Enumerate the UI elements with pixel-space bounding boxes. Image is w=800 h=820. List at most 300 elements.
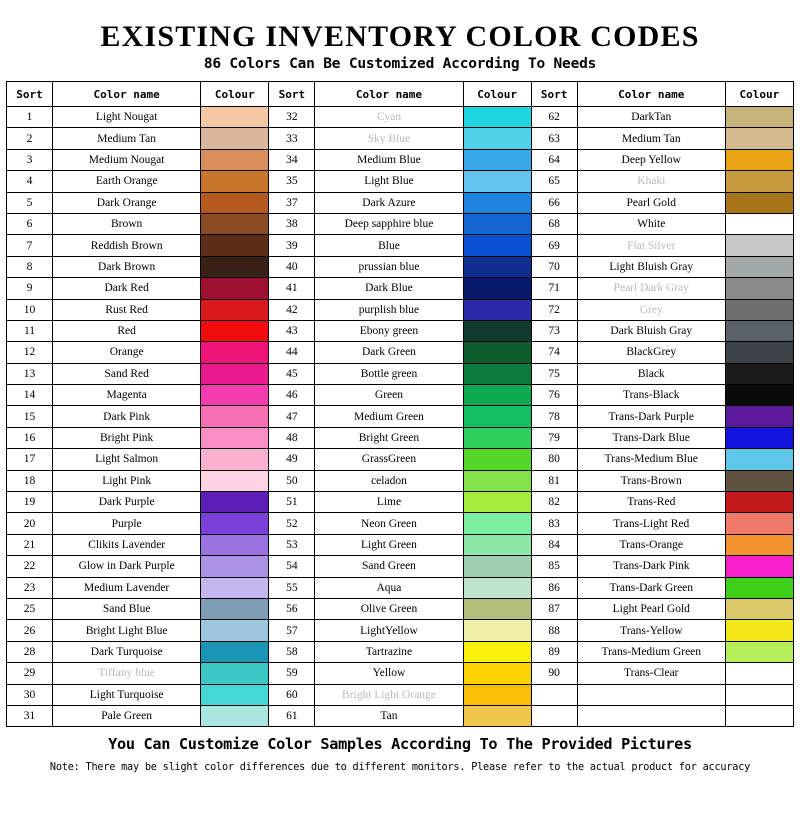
cell-color-name: celadon <box>315 470 463 491</box>
cell-sort: 43 <box>269 320 315 341</box>
cell-sort <box>531 705 577 726</box>
cell-sort: 22 <box>7 556 53 577</box>
cell-color-name: Bright Green <box>315 427 463 448</box>
cell-sort: 74 <box>531 342 577 363</box>
column-header-colour-3: Colour <box>725 82 793 107</box>
cell-color-swatch <box>201 363 269 384</box>
cell-color-name: Flat Silver <box>577 235 725 256</box>
cell-color-name: Light Pink <box>53 470 201 491</box>
cell-color-name: Dark Turquoise <box>53 641 201 662</box>
cell-color-name: Dark Orange <box>53 192 201 213</box>
cell-sort: 49 <box>269 449 315 470</box>
cell-color-swatch <box>725 128 793 149</box>
cell-sort: 80 <box>531 449 577 470</box>
cell-color-name: Yellow <box>315 663 463 684</box>
cell-sort: 81 <box>531 470 577 491</box>
cell-color-swatch <box>463 470 531 491</box>
cell-sort: 88 <box>531 620 577 641</box>
cell-color-name: Bright Pink <box>53 427 201 448</box>
cell-sort: 8 <box>7 256 53 277</box>
cell-color-swatch <box>463 192 531 213</box>
cell-color-name <box>577 705 725 726</box>
cell-color-name: Tan <box>315 705 463 726</box>
cell-sort: 75 <box>531 363 577 384</box>
cell-sort: 37 <box>269 192 315 213</box>
page-title: EXISTING INVENTORY COLOR CODES <box>100 20 700 53</box>
cell-sort: 14 <box>7 385 53 406</box>
cell-color-name: Bright Light Orange <box>315 684 463 705</box>
cell-color-swatch <box>463 598 531 619</box>
cell-color-swatch <box>463 641 531 662</box>
color-table <box>6 81 794 727</box>
cell-color-swatch <box>725 513 793 534</box>
table-row <box>7 427 794 448</box>
cell-sort: 41 <box>269 278 315 299</box>
cell-color-name: Deep sapphire blue <box>315 213 463 234</box>
cell-color-swatch <box>725 192 793 213</box>
cell-sort: 21 <box>7 534 53 555</box>
cell-sort: 64 <box>531 149 577 170</box>
cell-color-name: Trans-Dark Green <box>577 577 725 598</box>
cell-sort <box>531 684 577 705</box>
cell-color-swatch <box>201 171 269 192</box>
table-row <box>7 385 794 406</box>
cell-color-swatch <box>725 299 793 320</box>
cell-color-name: Reddish Brown <box>53 235 201 256</box>
cell-color-swatch <box>201 235 269 256</box>
cell-color-name: Purple <box>53 513 201 534</box>
cell-sort: 73 <box>531 320 577 341</box>
cell-sort: 90 <box>531 663 577 684</box>
column-header-colour-1: Colour <box>201 82 269 107</box>
cell-color-swatch <box>463 320 531 341</box>
cell-sort: 18 <box>7 470 53 491</box>
cell-color-name: Dark Green <box>315 342 463 363</box>
cell-color-name: Light Pearl Gold <box>577 598 725 619</box>
table-row <box>7 128 794 149</box>
cell-sort: 15 <box>7 406 53 427</box>
table-row <box>7 663 794 684</box>
cell-color-name: Trans-Medium Green <box>577 641 725 662</box>
cell-color-swatch <box>725 598 793 619</box>
cell-sort: 63 <box>531 128 577 149</box>
cell-color-name: Grey <box>577 299 725 320</box>
cell-color-swatch <box>463 171 531 192</box>
cell-sort: 55 <box>269 577 315 598</box>
cell-sort: 82 <box>531 492 577 513</box>
cell-color-name: GrassGreen <box>315 449 463 470</box>
cell-color-name: Magenta <box>53 385 201 406</box>
cell-color-name: Trans-Orange <box>577 534 725 555</box>
cell-color-swatch <box>201 663 269 684</box>
cell-sort: 3 <box>7 149 53 170</box>
cell-sort: 87 <box>531 598 577 619</box>
table-row <box>7 513 794 534</box>
cell-color-name: Dark Red <box>53 278 201 299</box>
cell-color-swatch <box>725 342 793 363</box>
cell-sort: 59 <box>269 663 315 684</box>
cell-color-swatch <box>725 492 793 513</box>
cell-sort: 69 <box>531 235 577 256</box>
cell-sort: 85 <box>531 556 577 577</box>
cell-sort: 78 <box>531 406 577 427</box>
page-subtitle: 86 Colors Can Be Customized According To Needs <box>203 56 597 72</box>
table-row <box>7 278 794 299</box>
cell-color-swatch <box>201 684 269 705</box>
cell-color-swatch <box>725 256 793 277</box>
cell-color-swatch <box>201 278 269 299</box>
column-header-sort-2: Sort <box>269 82 315 107</box>
cell-color-name: Red <box>53 320 201 341</box>
cell-color-name: Aqua <box>315 577 463 598</box>
cell-sort: 45 <box>269 363 315 384</box>
cell-sort: 86 <box>531 577 577 598</box>
table-row <box>7 149 794 170</box>
cell-color-swatch <box>463 149 531 170</box>
cell-color-name: Sky Blue <box>315 128 463 149</box>
cell-color-swatch <box>463 299 531 320</box>
cell-sort: 50 <box>269 470 315 491</box>
cell-color-swatch <box>725 278 793 299</box>
table-row <box>7 492 794 513</box>
cell-color-name: White <box>577 213 725 234</box>
cell-color-name: Neon Green <box>315 513 463 534</box>
cell-sort: 44 <box>269 342 315 363</box>
cell-sort: 48 <box>269 427 315 448</box>
cell-color-name: Dark Pink <box>53 406 201 427</box>
column-header-name-2: Color name <box>315 82 463 107</box>
cell-color-swatch <box>463 128 531 149</box>
cell-color-swatch <box>725 363 793 384</box>
cell-sort: 34 <box>269 149 315 170</box>
cell-color-swatch <box>725 235 793 256</box>
cell-color-name: Light Salmon <box>53 449 201 470</box>
cell-color-swatch <box>463 577 531 598</box>
table-row <box>7 320 794 341</box>
cell-color-name: Deep Yellow <box>577 149 725 170</box>
table-row <box>7 598 794 619</box>
cell-color-swatch <box>201 107 269 128</box>
cell-color-swatch <box>725 107 793 128</box>
cell-color-name: Bright Light Blue <box>53 620 201 641</box>
cell-color-swatch <box>201 620 269 641</box>
cell-sort: 84 <box>531 534 577 555</box>
cell-sort: 5 <box>7 192 53 213</box>
table-row <box>7 213 794 234</box>
cell-sort: 79 <box>531 427 577 448</box>
table-row <box>7 534 794 555</box>
table-row <box>7 235 794 256</box>
cell-sort: 66 <box>531 192 577 213</box>
table-row <box>7 620 794 641</box>
color-codes-page <box>0 20 800 820</box>
cell-color-swatch <box>725 385 793 406</box>
cell-color-name: Medium Blue <box>315 149 463 170</box>
cell-color-swatch <box>725 684 793 705</box>
column-header-colour-2: Colour <box>463 82 531 107</box>
cell-sort: 40 <box>269 256 315 277</box>
cell-sort: 57 <box>269 620 315 641</box>
cell-color-swatch <box>463 385 531 406</box>
cell-color-name: Light Blue <box>315 171 463 192</box>
cell-color-name: Trans-Red <box>577 492 725 513</box>
cell-color-swatch <box>201 213 269 234</box>
cell-color-swatch <box>463 556 531 577</box>
cell-color-swatch <box>725 663 793 684</box>
cell-color-swatch <box>463 663 531 684</box>
cell-color-name: Trans-Medium Blue <box>577 449 725 470</box>
cell-color-name: Dark Blue <box>315 278 463 299</box>
cell-sort: 47 <box>269 406 315 427</box>
cell-color-name: Dark Purple <box>53 492 201 513</box>
table-row <box>7 470 794 491</box>
cell-color-swatch <box>725 470 793 491</box>
cell-color-name: Khaki <box>577 171 725 192</box>
cell-color-name: Tartrazine <box>315 641 463 662</box>
cell-color-swatch <box>725 171 793 192</box>
table-row <box>7 406 794 427</box>
cell-color-name: Trans-Dark Pink <box>577 556 725 577</box>
cell-color-swatch <box>725 213 793 234</box>
cell-color-swatch <box>463 107 531 128</box>
cell-color-swatch <box>725 641 793 662</box>
cell-color-swatch <box>201 534 269 555</box>
cell-sort: 39 <box>269 235 315 256</box>
cell-sort: 51 <box>269 492 315 513</box>
column-header-name-1: Color name <box>53 82 201 107</box>
cell-sort: 28 <box>7 641 53 662</box>
cell-sort: 46 <box>269 385 315 406</box>
table-row <box>7 641 794 662</box>
cell-color-name: Blue <box>315 235 463 256</box>
table-row <box>7 449 794 470</box>
cell-sort: 30 <box>7 684 53 705</box>
cell-color-swatch <box>201 513 269 534</box>
cell-color-name: LightYellow <box>315 620 463 641</box>
cell-sort: 60 <box>269 684 315 705</box>
table-row <box>7 684 794 705</box>
cell-color-swatch <box>201 128 269 149</box>
cell-color-name: Brown <box>53 213 201 234</box>
cell-sort: 54 <box>269 556 315 577</box>
cell-color-swatch <box>725 620 793 641</box>
cell-sort: 25 <box>7 598 53 619</box>
cell-sort: 17 <box>7 449 53 470</box>
cell-color-name: Trans-Yellow <box>577 620 725 641</box>
cell-color-swatch <box>201 192 269 213</box>
cell-color-name: Sand Blue <box>53 598 201 619</box>
cell-sort: 65 <box>531 171 577 192</box>
cell-color-swatch <box>201 470 269 491</box>
table-row <box>7 171 794 192</box>
cell-sort: 20 <box>7 513 53 534</box>
cell-color-name: Trans-Dark Blue <box>577 427 725 448</box>
cell-color-name: Pearl Gold <box>577 192 725 213</box>
cell-sort: 32 <box>269 107 315 128</box>
cell-sort: 76 <box>531 385 577 406</box>
disclaimer-note: Note: There may be slight color differences due to different monitors. Please refer to the actual product for accuracy <box>49 762 751 774</box>
cell-sort: 62 <box>531 107 577 128</box>
cell-color-swatch <box>463 213 531 234</box>
cell-sort: 52 <box>269 513 315 534</box>
cell-color-name: Dark Azure <box>315 192 463 213</box>
table-row <box>7 556 794 577</box>
cell-sort: 61 <box>269 705 315 726</box>
cell-sort: 72 <box>531 299 577 320</box>
column-header-sort-3: Sort <box>531 82 577 107</box>
cell-color-swatch <box>201 320 269 341</box>
cell-color-swatch <box>463 427 531 448</box>
cell-sort: 31 <box>7 705 53 726</box>
cell-color-name: Lime <box>315 492 463 513</box>
cell-color-name: Ebony green <box>315 320 463 341</box>
cell-color-swatch <box>725 427 793 448</box>
cell-color-swatch <box>463 534 531 555</box>
cell-color-swatch <box>201 427 269 448</box>
cell-sort: 38 <box>269 213 315 234</box>
cell-sort: 35 <box>269 171 315 192</box>
cell-sort: 6 <box>7 213 53 234</box>
cell-color-name: Green <box>315 385 463 406</box>
cell-color-swatch <box>463 620 531 641</box>
cell-color-swatch <box>201 492 269 513</box>
cell-sort: 12 <box>7 342 53 363</box>
cell-color-name: BlackGrey <box>577 342 725 363</box>
cell-color-name: Trans-Brown <box>577 470 725 491</box>
cell-color-name: Earth Orange <box>53 171 201 192</box>
cell-color-swatch <box>725 149 793 170</box>
cell-sort: 2 <box>7 128 53 149</box>
cell-color-name: Trans-Dark Purple <box>577 406 725 427</box>
cell-color-swatch <box>463 363 531 384</box>
cell-color-name: Medium Tan <box>53 128 201 149</box>
cell-sort: 19 <box>7 492 53 513</box>
cell-sort: 68 <box>531 213 577 234</box>
table-row <box>7 256 794 277</box>
cell-color-name: Bottle green <box>315 363 463 384</box>
cell-sort: 53 <box>269 534 315 555</box>
cell-sort: 23 <box>7 577 53 598</box>
cell-color-name: Olive Green <box>315 598 463 619</box>
cell-color-name: Dark Brown <box>53 256 201 277</box>
cell-color-swatch <box>725 556 793 577</box>
cell-color-name: Glow in Dark Purple <box>53 556 201 577</box>
cell-color-name: Medium Green <box>315 406 463 427</box>
cell-color-swatch <box>725 320 793 341</box>
cell-color-swatch <box>201 577 269 598</box>
customize-cta: You Can Customize Color Samples According To The Provided Pictures <box>108 735 692 754</box>
cell-sort: 33 <box>269 128 315 149</box>
cell-sort: 83 <box>531 513 577 534</box>
cell-color-name: Trans-Light Red <box>577 513 725 534</box>
cell-color-name: Sand Red <box>53 363 201 384</box>
cell-sort: 70 <box>531 256 577 277</box>
cell-color-name: Black <box>577 363 725 384</box>
cell-color-swatch <box>201 299 269 320</box>
cell-color-name: Medium Nougat <box>53 149 201 170</box>
cell-color-swatch <box>201 406 269 427</box>
cell-color-swatch <box>463 513 531 534</box>
cell-color-name: Dark Bluish Gray <box>577 320 725 341</box>
table-row <box>7 363 794 384</box>
cell-color-name: Light Nougat <box>53 107 201 128</box>
cell-sort: 16 <box>7 427 53 448</box>
cell-sort: 9 <box>7 278 53 299</box>
column-header-name-3: Color name <box>577 82 725 107</box>
cell-color-swatch <box>725 534 793 555</box>
cell-color-name: Pale Green <box>53 705 201 726</box>
table-body <box>7 107 794 727</box>
cell-color-name: Rust Red <box>53 299 201 320</box>
cell-color-swatch <box>201 705 269 726</box>
cell-color-name: Light Bluish Gray <box>577 256 725 277</box>
cell-sort: 13 <box>7 363 53 384</box>
cell-color-name: Medium Lavender <box>53 577 201 598</box>
cell-color-swatch <box>463 449 531 470</box>
cell-sort: 71 <box>531 278 577 299</box>
cell-color-name: Pearl Dark Gray <box>577 278 725 299</box>
table-header-row <box>7 82 794 107</box>
cell-sort: 7 <box>7 235 53 256</box>
cell-sort: 1 <box>7 107 53 128</box>
cell-color-swatch <box>201 385 269 406</box>
cell-sort: 56 <box>269 598 315 619</box>
cell-sort: 10 <box>7 299 53 320</box>
table-row <box>7 192 794 213</box>
cell-color-name: Trans-Black <box>577 385 725 406</box>
cell-color-name: Orange <box>53 342 201 363</box>
cell-color-swatch <box>201 598 269 619</box>
cell-color-swatch <box>463 684 531 705</box>
cell-color-swatch <box>201 256 269 277</box>
cell-color-name: purplish blue <box>315 299 463 320</box>
cell-color-swatch <box>201 449 269 470</box>
cell-sort: 58 <box>269 641 315 662</box>
cell-color-name <box>577 684 725 705</box>
table-row <box>7 342 794 363</box>
cell-sort: 42 <box>269 299 315 320</box>
cell-color-name: Tiffany blue <box>53 663 201 684</box>
cell-color-name: Trans-Clear <box>577 663 725 684</box>
cell-sort: 29 <box>7 663 53 684</box>
cell-color-name: Sand Green <box>315 556 463 577</box>
cell-color-swatch <box>201 149 269 170</box>
cell-color-swatch <box>463 406 531 427</box>
cell-color-swatch <box>463 705 531 726</box>
cell-color-name: Cyan <box>315 107 463 128</box>
column-header-sort-1: Sort <box>7 82 53 107</box>
cell-color-swatch <box>463 278 531 299</box>
cell-sort: 26 <box>7 620 53 641</box>
cell-color-swatch <box>201 641 269 662</box>
cell-color-swatch <box>725 705 793 726</box>
cell-sort: 4 <box>7 171 53 192</box>
cell-color-name: DarkTan <box>577 107 725 128</box>
cell-sort: 89 <box>531 641 577 662</box>
cell-color-name: Clikits Lavender <box>53 534 201 555</box>
cell-color-swatch <box>463 492 531 513</box>
cell-color-name: Light Turquoise <box>53 684 201 705</box>
cell-color-name: Light Green <box>315 534 463 555</box>
cell-color-name: prussian blue <box>315 256 463 277</box>
cell-color-swatch <box>201 342 269 363</box>
table-row <box>7 577 794 598</box>
table-row <box>7 705 794 726</box>
cell-color-swatch <box>463 342 531 363</box>
table-row <box>7 299 794 320</box>
cell-color-swatch <box>463 256 531 277</box>
cell-color-swatch <box>725 449 793 470</box>
